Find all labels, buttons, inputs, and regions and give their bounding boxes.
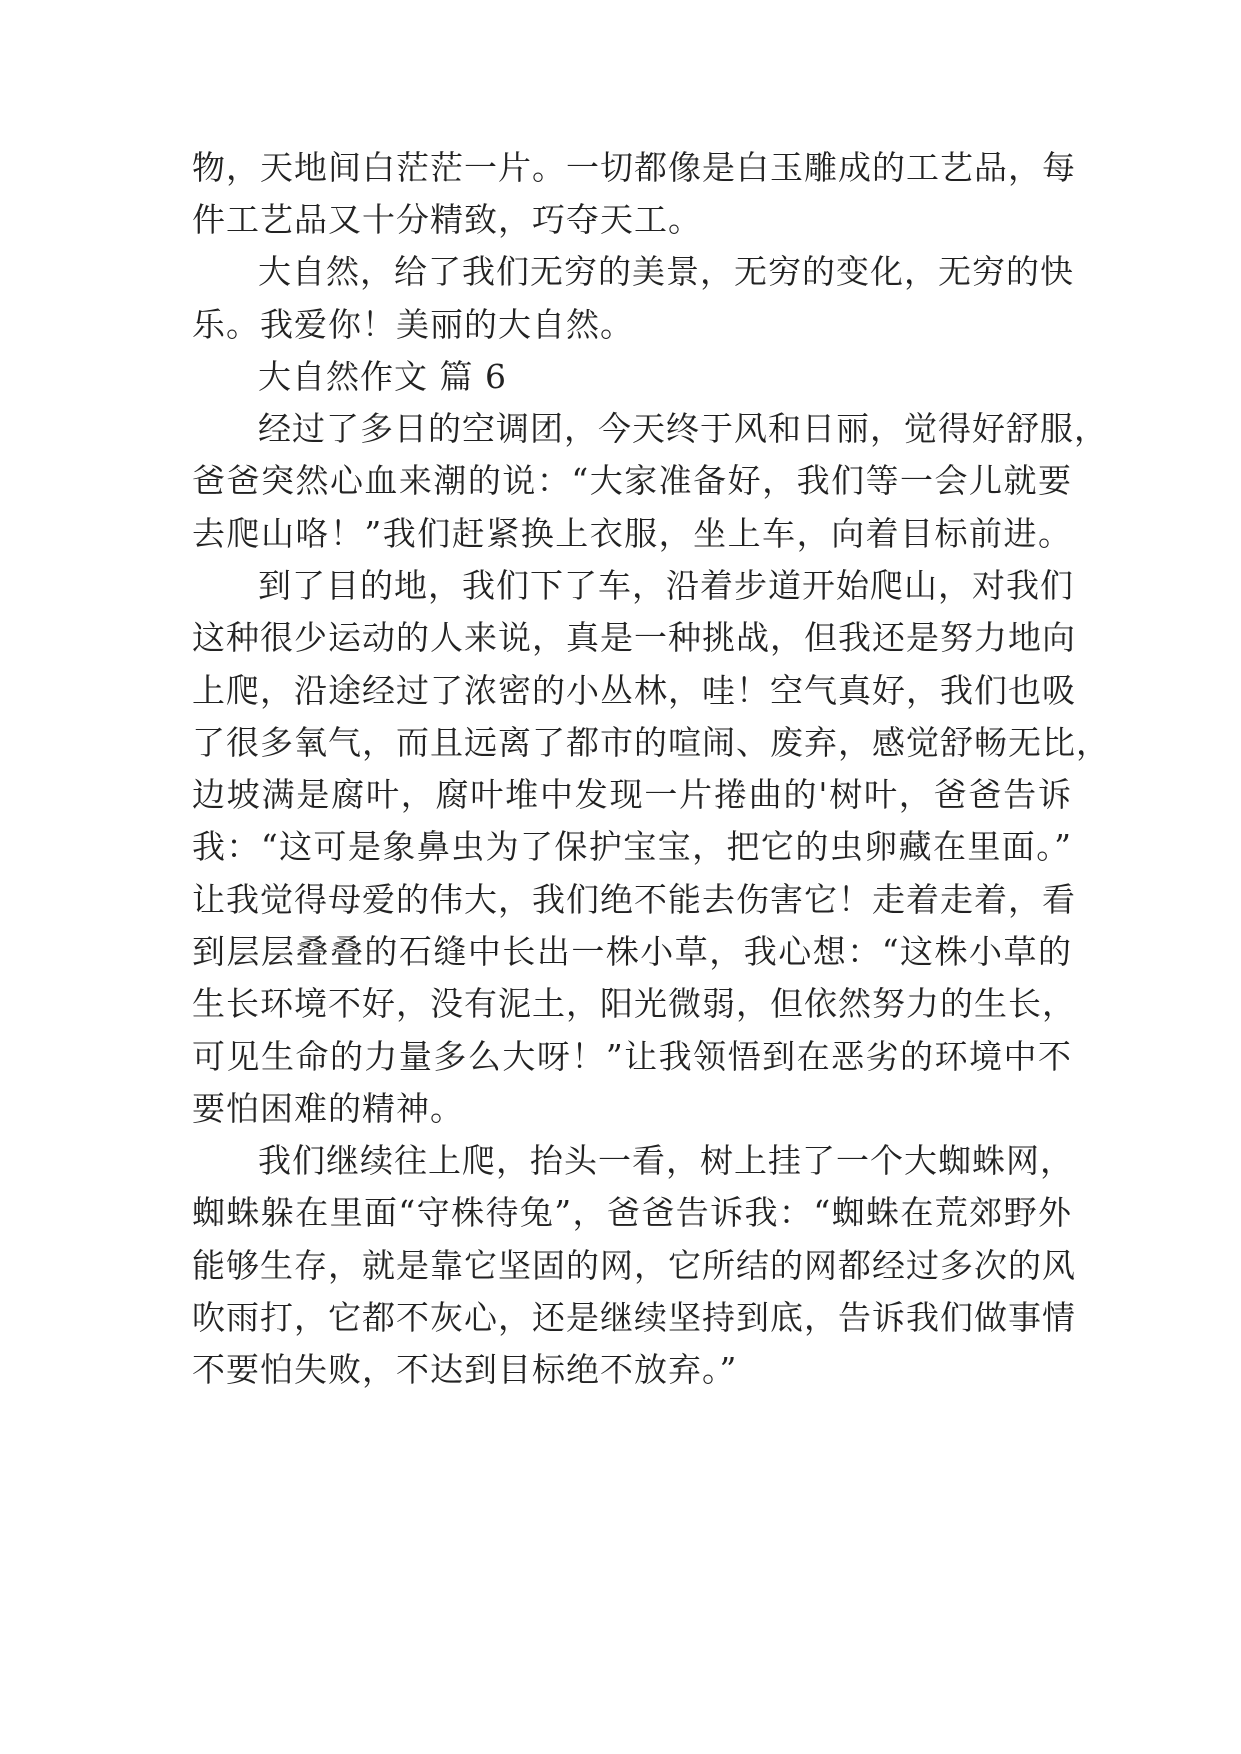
text-line: 吹雨打，它都不灰心，还是继续坚持到底，告诉我们做事情: [192, 1298, 1076, 1337]
section-heading: 大自然作文 篇 6: [258, 357, 507, 396]
text-line: 我们继续往上爬，抬头一看，树上挂了一个大蜘蛛网，: [258, 1141, 1074, 1180]
text-line: 件工艺品又十分精致，巧夺天工。: [192, 200, 702, 239]
text-line: 可见生命的力量多么大呀！”让我领悟到在恶劣的环境中不: [192, 1037, 1072, 1076]
text-line: 要怕困难的精神。: [192, 1089, 464, 1128]
text-line: 爸爸突然心血来潮的说：“大家准备好，我们等一会儿就要: [192, 461, 1072, 500]
text-line: 到层层叠叠的石缝中长出一株小草，我心想：“这株小草的: [192, 932, 1072, 971]
text-line: 蜘蛛躲在里面“守株待兔”，爸爸告诉我：“蜘蛛在荒郊野外: [192, 1193, 1072, 1232]
text-line: 这种很少运动的人来说，真是一种挑战，但我还是努力地向: [192, 618, 1076, 657]
text-line: 了很多氧气，而且远离了都市的喧闹、废弃，感觉舒畅无比，: [192, 723, 1110, 762]
text-line: 不要怕失败，不达到目标绝不放弃。”: [192, 1350, 738, 1389]
text-line: 乐。我爱你！美丽的大自然。: [192, 305, 634, 344]
text-line: 能够生存，就是靠它坚固的网，它所结的网都经过多次的风: [192, 1246, 1076, 1285]
text-line: 物，天地间白茫茫一片。一切都像是白玉雕成的工艺品，每: [192, 148, 1076, 187]
text-line: 生长环境不好，没有泥土，阳光微弱，但依然努力的生长，: [192, 984, 1076, 1023]
text-line: 让我觉得母爱的伟大，我们绝不能去伤害它！走着走着，看: [192, 880, 1076, 919]
text-line: 大自然，给了我们无穷的美景，无穷的变化，无穷的快: [258, 252, 1074, 291]
text-line: 上爬，沿途经过了浓密的小丛林，哇！空气真好，我们也吸: [192, 671, 1076, 710]
text-line: 到了目的地，我们下了车，沿着步道开始爬山，对我们: [258, 566, 1074, 605]
text-line: 经过了多日的空调团，今天终于风和日丽，觉得好舒服，: [258, 409, 1108, 448]
text-line: 我：“这可是象鼻虫为了保护宝宝，把它的虫卵藏在里面。”: [192, 827, 1072, 866]
text-line: 去爬山咯！”我们赶紧换上衣服，坐上车，向着目标前进。: [192, 514, 1072, 553]
text-line: 边坡满是腐叶，腐叶堆中发现一片捲曲的'树叶，爸爸告诉: [192, 775, 1072, 814]
